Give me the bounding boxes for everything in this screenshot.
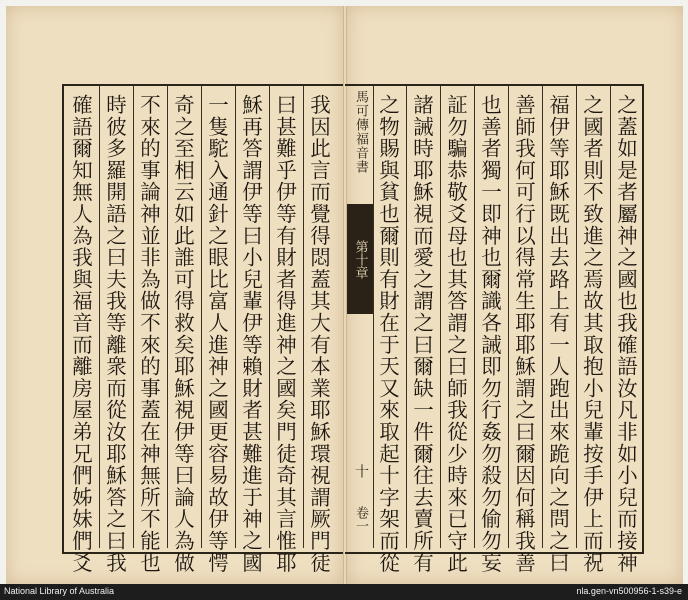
text-column: 之物賜與貧也爾則有財在于天又來取起十字架而從 xyxy=(375,94,400,574)
text-column: 諸誡時耶穌視而愛之謂之曰爾缺一件爾往去賣所有 xyxy=(409,94,434,574)
column-rule xyxy=(269,86,270,548)
column-rule xyxy=(474,86,475,548)
column-rule xyxy=(133,86,134,548)
center-banner xyxy=(347,86,373,548)
chapter-label: 第十章 xyxy=(347,204,373,314)
text-column: 穌再答謂伊等曰小兒輩伊等賴財者甚難進于神之國 xyxy=(238,94,263,574)
text-column: 之國者則不致進之焉故其取抱小兒輩按手伊上而祝 xyxy=(579,94,604,574)
column-rule xyxy=(235,86,236,548)
library-credit: National Library of Australia xyxy=(4,586,115,596)
text-column: 一隻駝入通針之眼比富人進神之國更容易故伊等愕 xyxy=(204,94,229,574)
text-column: 福伊等耶穌既出去路上有一人跑出來跪向之問之曰 xyxy=(545,94,570,574)
column-rule xyxy=(373,86,374,548)
text-column: 曰甚難乎伊等有財者得進神之國矣門徒奇其言惟耶 xyxy=(272,94,297,574)
book-spread xyxy=(6,6,682,584)
column-rule xyxy=(99,86,100,548)
text-column: 確語爾知無人為我與福音而離房屋弟兄們姊妹們爻 xyxy=(68,94,93,574)
column-rule xyxy=(610,86,611,548)
page-number: 十 xyxy=(353,464,369,478)
text-column: 証勿騙恭敬爻母也其答謂之曰師我從少時來已守此 xyxy=(443,94,468,574)
text-column: 時彼多羅開語之曰夫我等離衆而從汝耶穌答之曰我 xyxy=(102,94,127,574)
column-rule xyxy=(576,86,577,548)
text-column: 不來的事論神並非為做不來的事蓋在神無所不能也 xyxy=(136,94,161,574)
column-rule xyxy=(201,86,202,548)
text-column: 之蓋如是者屬神之國也我確語汝凡非如小兒而接神 xyxy=(613,94,638,574)
column-rule xyxy=(440,86,441,548)
footer-bar xyxy=(0,584,688,600)
right-page xyxy=(346,6,683,584)
book-title: 馬可傳福音書 xyxy=(353,90,368,174)
column-rule xyxy=(303,86,304,548)
column-rule xyxy=(508,86,509,548)
text-column: 我因此言而覺得悶蓋其大有本業耶穌環視謂厥門徒 xyxy=(306,94,331,574)
volume-label: 卷一 xyxy=(353,506,368,532)
column-rule xyxy=(406,86,407,548)
image-identifier: nla.gen-vn500956-1-s39-e xyxy=(576,586,682,596)
text-column: 善師我何可行以得常生耶耶穌謂之曰爾因何稱我善 xyxy=(511,94,536,574)
left-page xyxy=(6,6,344,584)
column-rule xyxy=(167,86,168,548)
column-rule xyxy=(542,86,543,548)
text-column: 奇之至相云如此誰可得救矣耶穌視伊等曰論人為做 xyxy=(170,94,195,574)
text-column: 也善者獨一即神也爾識各誡即勿行姦勿殺勿偷勿妄 xyxy=(477,94,502,574)
